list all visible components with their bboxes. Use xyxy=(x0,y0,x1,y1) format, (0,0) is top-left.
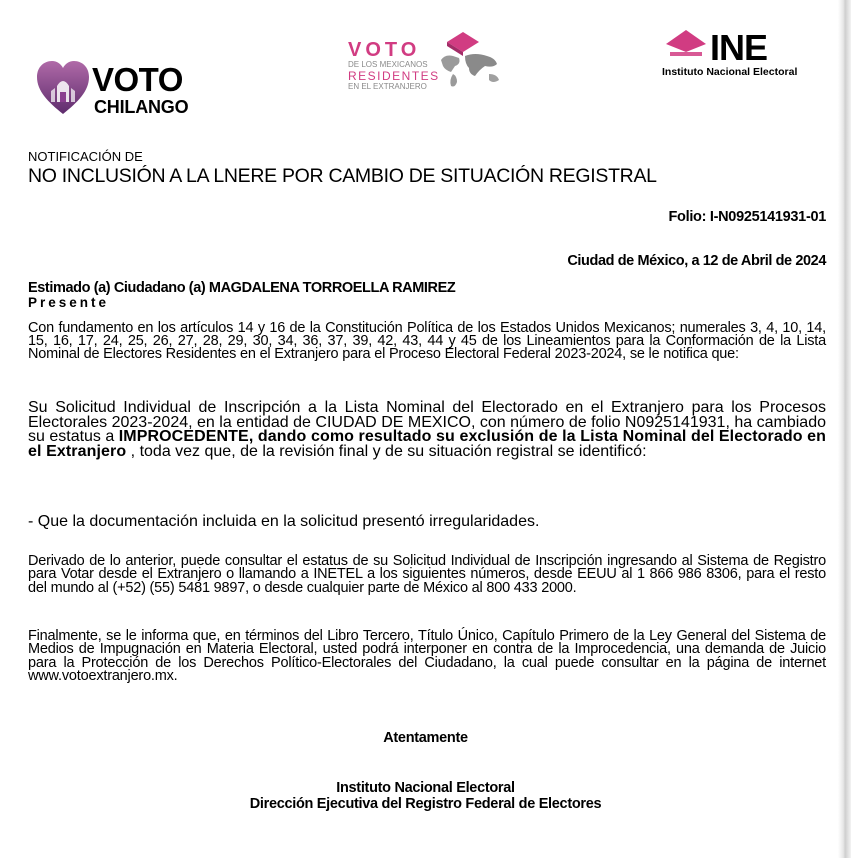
irregularity-item: - Que la documentación incluida en la solicitud presentó irregularidades. xyxy=(28,513,540,530)
voto-chilango-logo xyxy=(36,58,196,120)
recipient-greeting: Estimado (a) Ciudadano (a) MAGDALENA TORROELLA RAMIREZ xyxy=(28,280,456,296)
logo-word-voto: VOTO xyxy=(92,61,183,98)
document-title: NO INCLUSIÓN A LA LNERE POR CAMBIO DE SITUACIÓN REGISTRAL xyxy=(28,165,657,187)
heart-icon xyxy=(36,58,90,116)
document-date: Ciudad de México, a 12 de Abril de 2024 xyxy=(567,253,826,269)
closing-institution: Instituto Nacional Electoral xyxy=(336,780,515,796)
world-map-icon xyxy=(435,30,507,92)
logo-line: DE LOS MEXICANOS xyxy=(348,60,428,69)
presente-label: Presente xyxy=(28,295,110,310)
status-text: Su Solicitud Individual de Inscripción a la Lista Nominal del Electorado en el Extranjero para los Procesos Electorales 2023-2024, en la entidad de CIUDAD DE MEXICO, con número de folio N0925141931, ha cambiado su estatus a xyxy=(28,399,826,445)
ine-logo xyxy=(660,27,825,80)
voto-extranjero-logo xyxy=(345,30,510,94)
ine-diamond-icon xyxy=(666,30,706,62)
ine-wordmark: INE xyxy=(710,27,768,68)
contact-paragraph: Derivado de lo anterior, puede consultar el estatus de su Solicitud Individual de Inscripción ingresando al Sistema de Registro para Votar desde el Extranjero o llamando a INETEL a los siguientes números, desde EEUU al 1 866 986 8306, para el resto del mundo al (+52) (55) 5481 9897, o desde cualquier parte de México al 800 433 2000. xyxy=(28,553,826,596)
legal-basis-paragraph: Con fundamento en los artículos 14 y 16 de la Constitución Política de los Estados Unidos Mexicanos; numerales 3, 4, 10, 14, 15, 16, 17, 24, 25, 26, 27, 28, 29, 30, 34, 36, 37, 39, 42, 43, 44 y 45 de los Lineamientos para la Conformación de la Lista Nominal de Electores Residentes en el Extranjero para el Proceso Electoral Federal 2023-2024, se le notifica que: xyxy=(28,320,826,363)
ine-subtitle: Instituto Nacional Electoral xyxy=(662,66,798,78)
closing-atentamente: Atentamente xyxy=(383,730,468,746)
notification-label: NOTIFICACIÓN DE xyxy=(28,149,143,164)
status-paragraph xyxy=(28,401,826,459)
closing-direction: Dirección Ejecutiva del Registro Federal de Electores xyxy=(249,796,602,812)
status-highlight: IMPROCEDENTE, dando como resultado su exclusión de la Lista Nominal del Electorado en el Extranjero xyxy=(28,428,827,460)
page-edge xyxy=(838,0,851,858)
status-text: , toda vez que, de la revisión final y de su situación registral se identificó: xyxy=(126,442,647,460)
logo-word-chilango: CHILANGO xyxy=(94,97,189,117)
folio-number: Folio: I-N0925141931-01 xyxy=(668,209,826,225)
logo-line: EN EL EXTRANJERO xyxy=(348,83,427,91)
appeal-paragraph: Finalmente, se le informa que, en términos del Libro Tercero, Título Único, Capítulo Primero de la Ley General del Sistema de Medios de Impugnación en Materia Electoral, usted podrá interponer en contra de la Improcedencia, una demanda de Juicio para la Protección de los Derechos Político-Electorales del Ciudadano, la cual puede consultar en la página de internet www.votoextranjero.mx. xyxy=(28,628,826,684)
logo-line: RESIDENTES xyxy=(348,69,440,83)
logo-word-voto: VOTO xyxy=(348,39,421,61)
